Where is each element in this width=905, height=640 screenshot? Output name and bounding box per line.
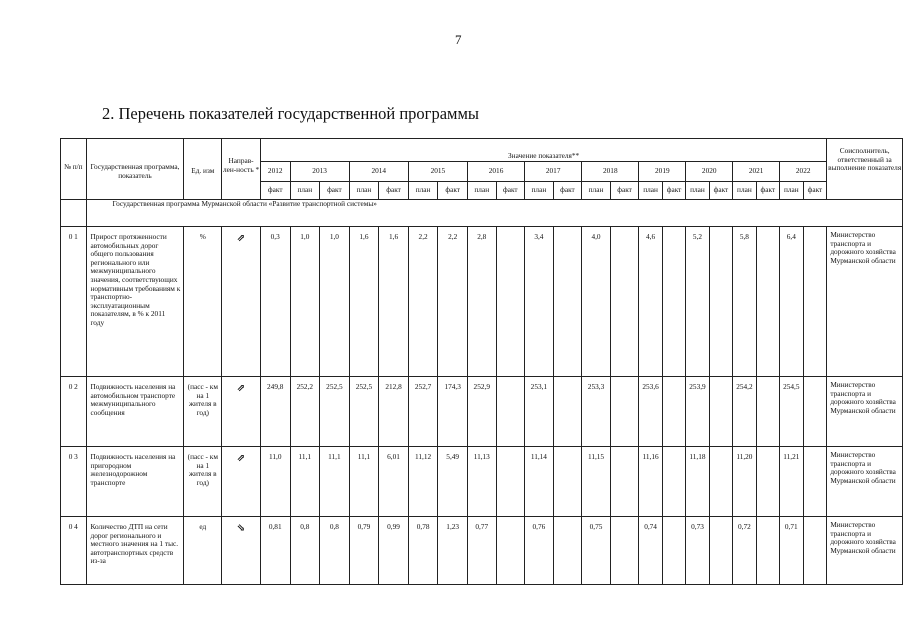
value-cell xyxy=(496,447,525,517)
value-cell: 1,23 xyxy=(438,517,468,585)
year-header: 2013 xyxy=(290,162,349,182)
value-cell: 1,0 xyxy=(320,227,350,377)
value-cell xyxy=(553,447,582,517)
value-cell: 252,5 xyxy=(349,377,379,447)
value-cell: 11,20 xyxy=(733,447,756,517)
value-cell: 254,2 xyxy=(733,377,756,447)
value-cell: 253,1 xyxy=(525,377,554,447)
indicator-row xyxy=(61,447,903,517)
value-cell: 2,2 xyxy=(438,227,468,377)
value-cell: 5,2 xyxy=(686,227,709,377)
value-cell xyxy=(662,227,685,377)
plan-header: план xyxy=(686,182,709,200)
value-cell xyxy=(803,377,827,447)
value-cell: 11,18 xyxy=(686,447,709,517)
indicator-row xyxy=(61,377,903,447)
responsible-cell: Министерство транспорта и дорожного хозяйства Мурманской области xyxy=(827,377,903,447)
indicator-name: Подвижность населения на пригородном железнодорожном транспорте xyxy=(86,447,184,517)
value-cell: 1,0 xyxy=(290,227,320,377)
value-cell xyxy=(662,447,685,517)
direction-arrow-icon: ⇗ xyxy=(236,383,246,394)
value-cell: 6,01 xyxy=(379,447,409,517)
year-header: 2012 xyxy=(260,162,290,182)
row-number: 0 1 xyxy=(61,227,87,377)
value-cell: 2,8 xyxy=(467,227,496,377)
fact-header: факт xyxy=(610,182,639,200)
value-cell: 3,4 xyxy=(525,227,554,377)
indicator-name: Подвижность населения на автомобильном транспорте межмуниципального сообщения xyxy=(86,377,184,447)
responsible-cell: Министерство транспорта и дорожного хозяйства Мурманской области xyxy=(827,517,903,585)
value-cell xyxy=(496,377,525,447)
value-cell xyxy=(610,447,639,517)
direction-cell xyxy=(222,377,261,447)
value-cell: 249,8 xyxy=(260,377,290,447)
value-cell: 11,1 xyxy=(320,447,350,517)
value-cell: 252,7 xyxy=(408,377,438,447)
fact-header: факт xyxy=(320,182,350,200)
value-cell: 2,2 xyxy=(408,227,438,377)
col-header-unit: Ед. изм xyxy=(184,139,222,200)
value-cell: 0,8 xyxy=(290,517,320,585)
fact-header: факт xyxy=(756,182,779,200)
value-cell xyxy=(709,517,732,585)
indicator-row xyxy=(61,227,903,377)
value-cell xyxy=(553,227,582,377)
value-cell: 253,3 xyxy=(582,377,611,447)
plan-header: план xyxy=(639,182,662,200)
indicators-table xyxy=(60,138,903,585)
value-cell: 6,4 xyxy=(780,227,803,377)
value-cell xyxy=(709,377,732,447)
col-header-responsible: Соисполнитель, ответственный за выполнение показателя xyxy=(827,139,903,200)
value-cell xyxy=(756,227,779,377)
direction-cell xyxy=(222,227,261,377)
plan-header: план xyxy=(582,182,611,200)
value-cell: 4,6 xyxy=(639,227,662,377)
value-cell xyxy=(803,227,827,377)
value-cell: 11,1 xyxy=(349,447,379,517)
plan-header: план xyxy=(525,182,554,200)
value-cell: 0,72 xyxy=(733,517,756,585)
col-header-name: Государственная программа, показатель xyxy=(86,139,184,200)
value-cell xyxy=(756,377,779,447)
value-cell xyxy=(553,377,582,447)
year-header: 2022 xyxy=(780,162,827,182)
plan-header: план xyxy=(467,182,496,200)
value-cell: 11,21 xyxy=(780,447,803,517)
unit-cell: ед xyxy=(184,517,222,585)
value-cell xyxy=(803,447,827,517)
value-cell xyxy=(756,517,779,585)
value-cell: 253,9 xyxy=(686,377,709,447)
value-cell xyxy=(662,517,685,585)
value-cell xyxy=(553,517,582,585)
value-cell: 11,12 xyxy=(408,447,438,517)
section-title: 2. Перечень показателей государственной программы xyxy=(102,104,479,123)
year-header: 2021 xyxy=(733,162,780,182)
responsible-cell: Министерство транспорта и дорожного хозяйства Мурманской области xyxy=(827,227,903,377)
fact-header: факт xyxy=(438,182,468,200)
value-cell xyxy=(496,227,525,377)
col-header-direction: Направ-лен-ность * xyxy=(222,139,261,200)
value-cell: 11,16 xyxy=(639,447,662,517)
indicator-name: Прирост протяженности автомобильных дорог общего пользования регионального или межмуниципального значения, соответствующих нормативным требованиям к транспортно-эксплуатационным показателям, в % к 2011 году xyxy=(86,227,184,377)
value-cell: 0,8 xyxy=(320,517,350,585)
fact-header: факт xyxy=(260,182,290,200)
plan-header: план xyxy=(290,182,320,200)
direction-cell xyxy=(222,517,261,585)
value-cell: 11,14 xyxy=(525,447,554,517)
indicator-name: Количество ДТП на сети дорог регионального и местного значения на 1 тыс. автотранспортных средств из-за xyxy=(86,517,184,585)
direction-cell xyxy=(222,447,261,517)
value-cell: 0,81 xyxy=(260,517,290,585)
year-header: 2017 xyxy=(525,162,582,182)
value-cell: 0,3 xyxy=(260,227,290,377)
value-cell xyxy=(803,517,827,585)
plan-header: план xyxy=(349,182,379,200)
year-header: 2014 xyxy=(349,162,408,182)
value-cell: 252,2 xyxy=(290,377,320,447)
value-cell: 0,79 xyxy=(349,517,379,585)
value-cell: 0,99 xyxy=(379,517,409,585)
col-header-num: № п/п xyxy=(61,139,87,200)
value-cell: 0,74 xyxy=(639,517,662,585)
value-cell: 11,15 xyxy=(582,447,611,517)
row-number: 0 3 xyxy=(61,447,87,517)
value-cell: 4,0 xyxy=(582,227,611,377)
value-cell xyxy=(610,517,639,585)
value-cell: 174,3 xyxy=(438,377,468,447)
value-cell: 0,73 xyxy=(686,517,709,585)
year-header: 2018 xyxy=(582,162,639,182)
program-row-num-cell xyxy=(61,200,87,227)
value-cell: 5,49 xyxy=(438,447,468,517)
responsible-cell: Министерство транспорта и дорожного хозяйства Мурманской области xyxy=(827,447,903,517)
direction-arrow-icon: ⇗ xyxy=(236,233,246,244)
value-cell: 0,77 xyxy=(467,517,496,585)
value-cell xyxy=(709,227,732,377)
program-row: Государственная программа Мурманской области «Развитие транспортной системы» xyxy=(86,200,903,227)
value-cell xyxy=(496,517,525,585)
value-cell: 252,5 xyxy=(320,377,350,447)
value-cell: 11,0 xyxy=(260,447,290,517)
value-cell xyxy=(610,227,639,377)
value-cell: 1,6 xyxy=(349,227,379,377)
value-cell xyxy=(709,447,732,517)
value-cell: 11,1 xyxy=(290,447,320,517)
value-cell: 11,13 xyxy=(467,447,496,517)
value-cell: 0,71 xyxy=(780,517,803,585)
plan-header: план xyxy=(733,182,756,200)
plan-header: план xyxy=(408,182,438,200)
col-header-values: Значение показателя** xyxy=(260,139,826,162)
unit-cell: % xyxy=(184,227,222,377)
fact-header: факт xyxy=(803,182,827,200)
row-number: 0 4 xyxy=(61,517,87,585)
value-cell xyxy=(756,447,779,517)
fact-header: факт xyxy=(379,182,409,200)
unit-cell: (пасс - км на 1 жителя в год) xyxy=(184,377,222,447)
direction-arrow-icon: ⇘ xyxy=(236,523,246,534)
value-cell: 253,6 xyxy=(639,377,662,447)
value-cell: 0,78 xyxy=(408,517,438,585)
row-number: 0 2 xyxy=(61,377,87,447)
fact-header: факт xyxy=(553,182,582,200)
value-cell xyxy=(662,377,685,447)
value-cell: 1,6 xyxy=(379,227,409,377)
year-header: 2016 xyxy=(467,162,524,182)
year-header: 2015 xyxy=(408,162,467,182)
value-cell: 5,8 xyxy=(733,227,756,377)
fact-header: факт xyxy=(662,182,685,200)
value-cell: 252,9 xyxy=(467,377,496,447)
direction-arrow-icon: ⇗ xyxy=(236,453,246,464)
indicator-row xyxy=(61,517,903,585)
plan-header: план xyxy=(780,182,803,200)
value-cell: 0,76 xyxy=(525,517,554,585)
page-number: 7 xyxy=(455,32,462,47)
value-cell: 212,8 xyxy=(379,377,409,447)
fact-header: факт xyxy=(709,182,732,200)
value-cell xyxy=(610,377,639,447)
fact-header: факт xyxy=(496,182,525,200)
unit-cell: (пасс - км на 1 жителя в год) xyxy=(184,447,222,517)
value-cell: 0,75 xyxy=(582,517,611,585)
year-header: 2020 xyxy=(686,162,733,182)
year-header: 2019 xyxy=(639,162,686,182)
value-cell: 254,5 xyxy=(780,377,803,447)
